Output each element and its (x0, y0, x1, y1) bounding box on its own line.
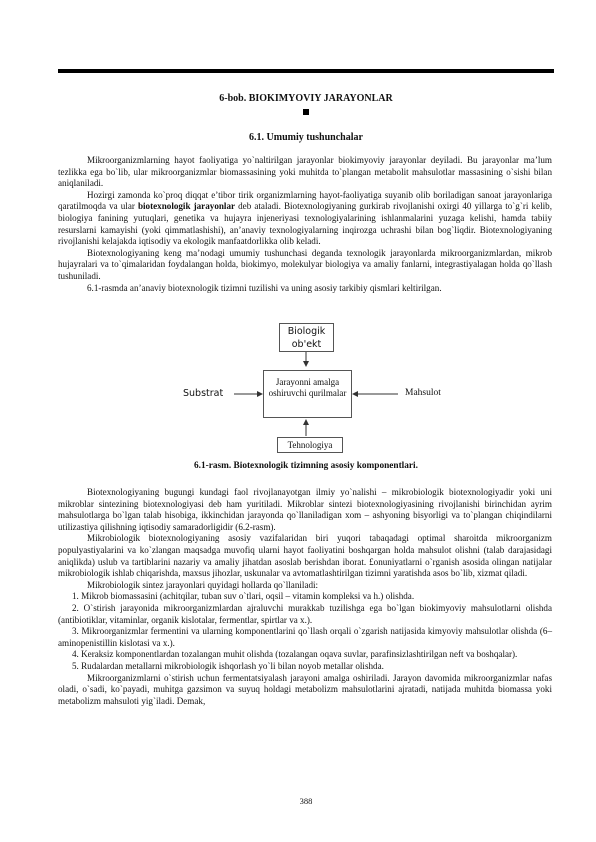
body-text (58, 487, 552, 707)
diagram-box-technology: Tehnologiya (277, 437, 343, 453)
page-number: 388 (299, 796, 313, 806)
figure-caption: 6.1-rasm. Biotexnologik tizimning asosiy komponentlari. (194, 461, 418, 471)
paragraph: Biotexnologiyaning bugungi kundagi faol rivojlanayotgan ilmiy yo`nalishi – mikrobiologik biotexnologiyadir yoki uni mikroblar sintezining biotexnologiyasi deb ham yuritiladi. Mikroblar sintezi biotexnologiyasining rivojlanishi birinchidan ayrim mahsulotlarga bo`lgan talab hisobiga, ikkinchidan jarayonda qo`llaniladigan xom – ashyoning bisyorligi va to`plangan chiqindilarni utilizastiya qilishning iqtisodiy samaradorligidir (6.2-rasm). (58, 487, 552, 532)
paragraph: 6.1-rasmda an’anaviy biotexnologik tizimni tuzilishi va uning asosiy tarkibiy qismlari keltirilgan. (87, 282, 442, 293)
list-item: 2. O`stirish jarayonida mikroorganizmlardan ajraluvchi murakkab tuzilishga ega bo`lgan biokimyoviy mahsulotlarni olishda (antibiotiklar, vitaminlar, organik kislotalar, fermentlar, spirtlar va x.). (58, 602, 552, 625)
paragraph: Mikrobiologik sintez jarayonlari quyidagi hollarda qo`llaniladi: (87, 579, 319, 590)
list-item: 1. Mikrob biomassasini (achitqilar, tuban suv o`tlari, oqsil – vitamin kompleksi va h.) olishda. (72, 591, 415, 602)
paragraph: Hozirgi zamonda ko`proq diqqat e’tibor tirik organizmlarning hayot-faoliyatiga suyanib olib boriladigan sanoat jarayonlariga qaratilmoqda va ular biotexnologik jarayonlar deb ataladi. Biotexnologiyaning gurkirab rivojlanishi oxirgi 40 yillarga to`g`ri kelib, biologiya fanining yutuqlari, genetika va hujayra injeneriyasi texnologiyalarining ishlanmalarini yuzaga kelishi, hamda tabiiy resurslarni kamayishi (yoki qimmatlashishi), an’anaviy texnologiyalarning inqirozga uchrashi bilan bog`liqdir. Biotexnologiyaning rivojlanishi kelajakda iqtisodiy va ekologik manfaatdorlikka olib keladi. (58, 189, 552, 247)
diagram-label-product: Mahsulot (405, 388, 441, 398)
list-item: 5. Rudalardan metallarni mikrobiologik ishqorlash yo`li bilan noyob metallar olishda. (72, 660, 384, 671)
list-item: 4. Keraksiz komponentlardan tozalangan muhit olishda (tozalangan oqava suvlar, parafinsizlashtirilgan neft va boshqalar). (72, 649, 518, 660)
paragraph: Mikroorganizmlarni o`stirish uchun fermentatsiyalash jarayoni amalga oshiriladi. Jarayon davomida mikroorganizmlar nafas oladi, o`sadi, ko`payadi, muhitga gazsimon va suyuq holdagi metabolizm mahsulotlarini ajratadi, natijada muhitda biomassa yoki metabolizm mahsuloti yig`iladi. Demak, (58, 672, 552, 706)
paragraph: Biotexnologiyaning keng ma’nodagi umumiy tushunchasi deganda texnologik jarayonlarda mikroorganizmlardan, mikrob hujayralari va to`qimalaridan foydalangan holda, biokimyo, molekulyar biologiya va amaliy fanlarni, integrastiyalagan holda qo`llash tushuniladi. (58, 247, 552, 281)
paragraph: Mikroorganizmlarning hayot faoliyatiga yo`naltirilgan jarayonlar biokimyoviy jarayonlar deyiladi. Bu jarayonlar ma’lum tezlikka ega bo`lib, ular mikroorganizmlar biomassasining yoki muhitda to`plangan metabolit mahsulotlar massasining o`sishi bilan aniqlaniladi. (58, 155, 552, 189)
diagram-box-biological-object: Biologik ob'ekt (279, 323, 334, 352)
paragraph: Mikrobiologik biotexnologiyaning asosiy vazifalaridan biri yuqori tabaqadagi optimal sharoitda mikroorganizm populyastiyalarini va ko`zlangan maqsadga muvofiq ularni hayot faoliyatini boshqargan holda mahsulot olishni (talab darajasidagi aniqlikda) uslub va tartiblarini nazariy va amaliy jihatdan asoslab berishdan iborat. £onuniyatlarni o`rganish asosida olingan natijalar mikrobiologik ishlab chiqarishda, maxsus jihozlar, uskunalar va avtomatlashtirilgan tizimni yaratishda asos bo`lib, xizmat qiladi. (58, 533, 552, 579)
bold-term: biotexnologik jarayonlar (137, 201, 236, 212)
chapter-title: 6-bob. BIOKIMYOVIY JARAYONLAR (219, 93, 393, 104)
diagram-label-substrate: Substrat (183, 388, 224, 399)
list-item: 3. Mikroorganizmlar fermentini va ularning komponentlarini qo`llash orqali o`zgarish natijasida kimyoviy mahsulotlar olishda (6–aminopenistillin kislotasi va x.). (58, 626, 552, 648)
section-title: 6.1. Umumiy tushunchalar (249, 132, 363, 143)
diagram-box-equipment: Jarayonni amalga oshiruvchi qurilmalar (263, 370, 352, 418)
